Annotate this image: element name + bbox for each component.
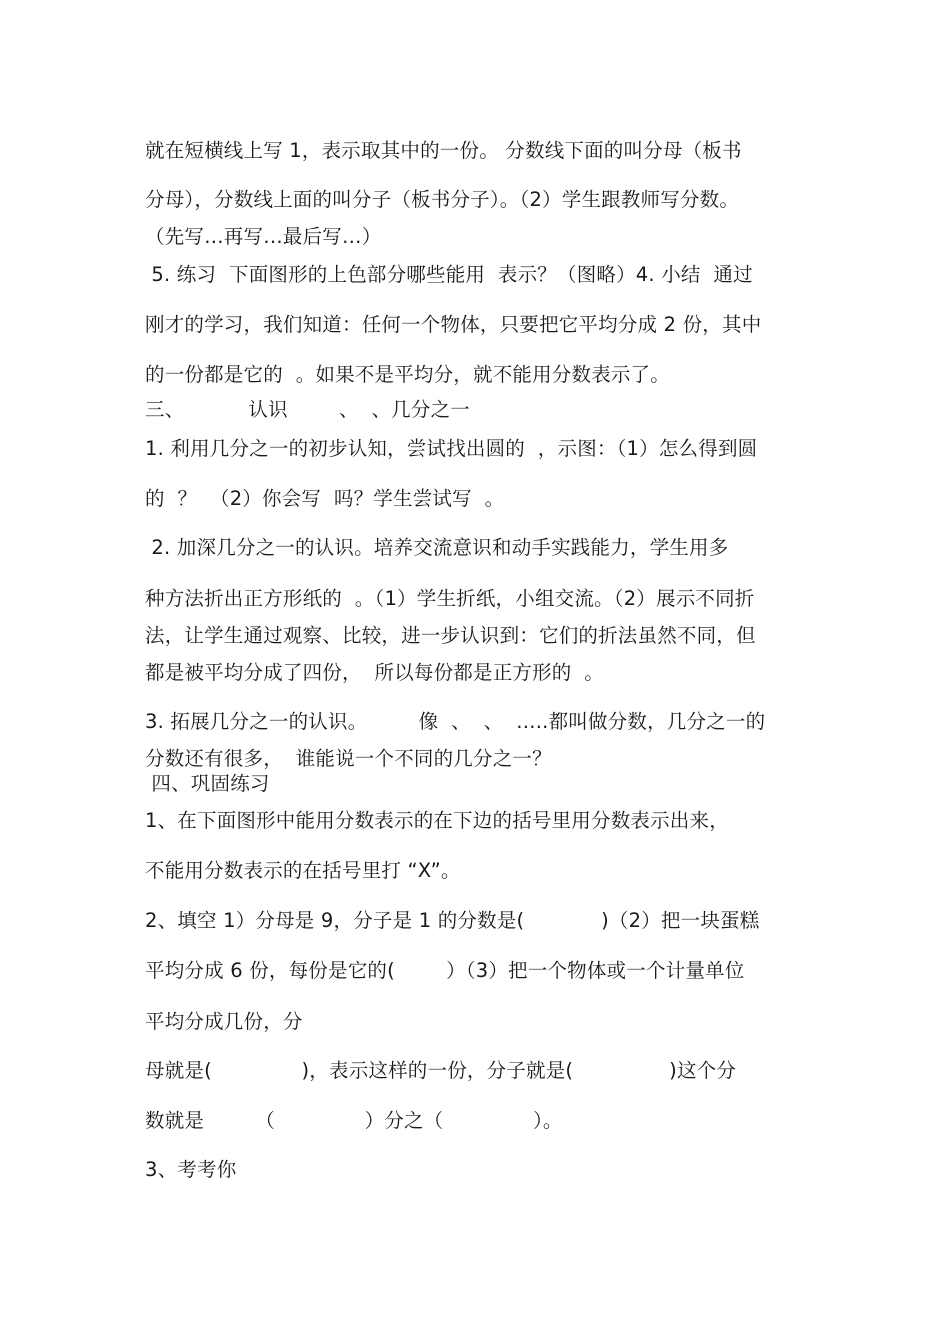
text-line: 1. 利用几分之一的初步认知，尝试找出圆的 ，示图：（1）怎么得到圆 [145,437,758,460]
text-line: 2、填空 1）分母是 9，分子是 1 的分数是( )（2）把一块蛋糕 [145,909,760,932]
section-heading-3: 三、 认识 、 、几分之一 [145,398,470,421]
text-line: 就在短横线上写 1，表示取其中的一份。 分数线下面的叫分母（板书 [145,139,742,162]
text-line: （先写…再写…最后写…） [145,225,382,248]
text-line: 5. 练习 下面图形的上色部分哪些能用 表示？（图略）4. 小结 通过 [145,263,753,286]
text-line: 1、在下面图形中能用分数表示的在下边的括号里用分数表示出来， [145,809,729,832]
text-line: 都是被平均分成了四份， 所以每份都是正方形的 。 [145,661,604,684]
text-line: 法，让学生通过观察、比较，进一步认识到：它们的折法虽然不同，但 [145,624,756,647]
text-line: 平均分成 6 份，每份是它的( ）（3）把一个物体或一个计量单位 [145,959,745,982]
text-line: 不能用分数表示的在括号里打 “X”。 [145,859,461,882]
text-line: 种方法折出正方形纸的 。（1）学生折纸，小组交流。（2）展示不同折 [145,587,755,610]
text-line: 3. 拓展几分之一的认识。 像 、 、 …..都叫做分数，几分之一的 [145,710,766,733]
text-line: 的一份都是它的 。如果不是平均分，就不能用分数表示了。 [145,363,670,386]
text-line: 数就是 （ ）分之（ ）。 [145,1109,563,1132]
text-line: 分母），分数线上面的叫分子（板书分子）。（2）学生跟教师写分数。 [145,188,740,211]
text-line: 2. 加深几分之一的认识。培养交流意识和动手实践能力，学生用多 [145,536,729,559]
text-line: 3、考考你 [145,1158,237,1181]
text-line: 分数还有很多， 谁能说一个不同的几分之一？ [145,747,552,770]
text-line: 平均分成几份，分 [145,1010,303,1033]
text-line: 的 ？ （2）你会写 吗？学生尝试写 。 [145,487,505,510]
text-line: 刚才的学习，我们知道：任何一个物体，只要把它平均分成 2 份，其中 [145,313,762,336]
text-line: 母就是( )，表示这样的一份，分子就是( )这个分 [145,1059,737,1082]
section-heading-4: 四、巩固练习 [145,772,270,795]
